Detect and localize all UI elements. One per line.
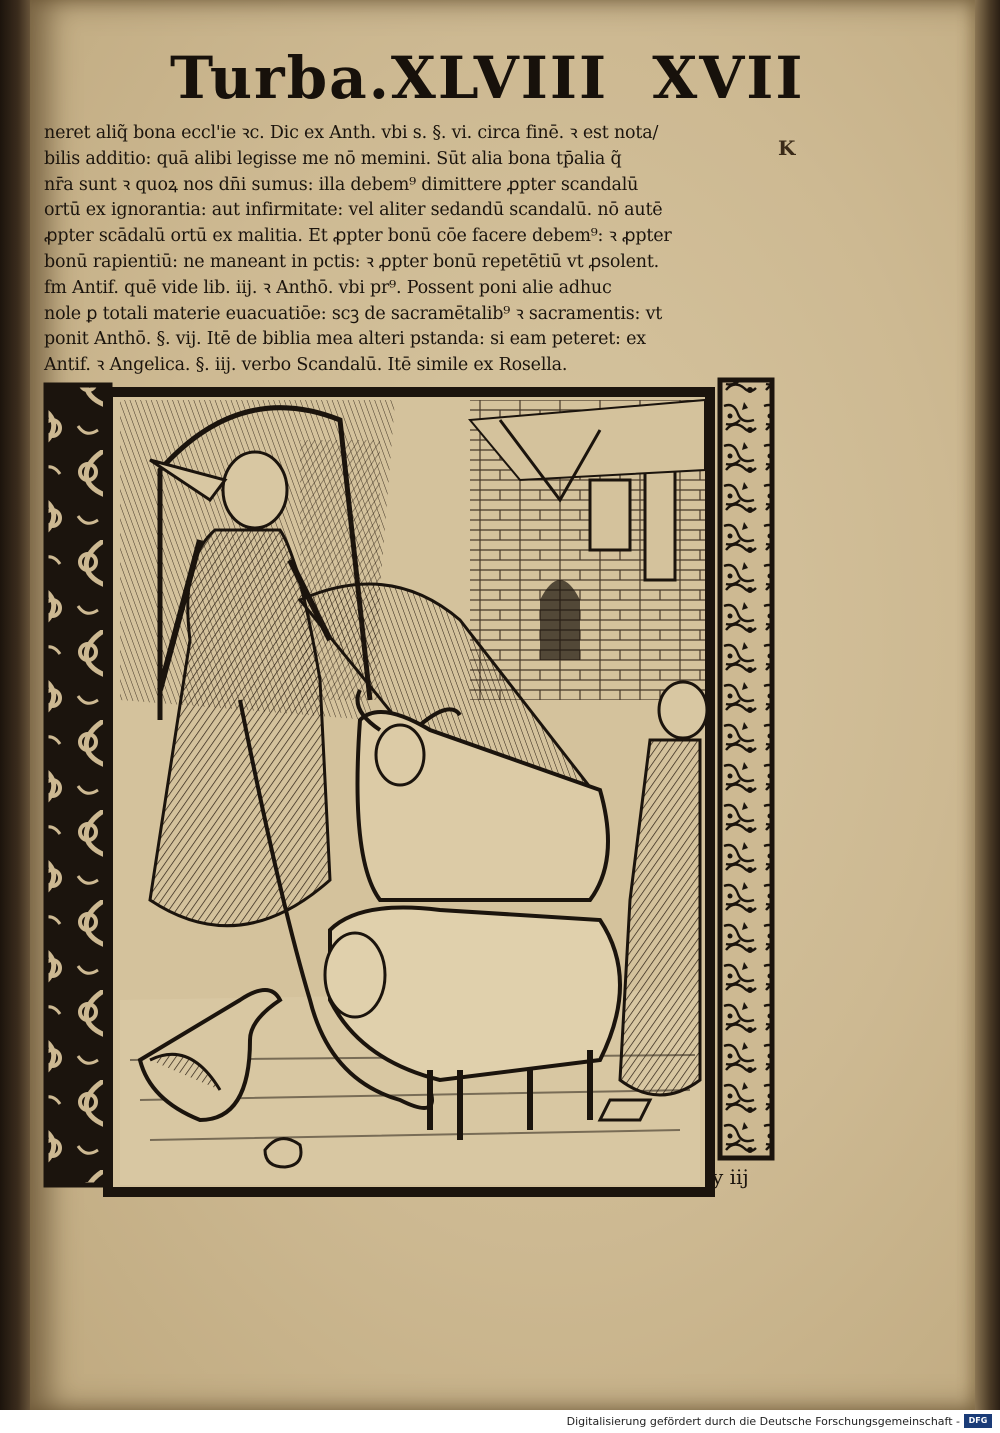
signature-mark: y iij xyxy=(712,1165,749,1189)
text-line: fm Antif. quē vide lib. iij. ꝛ Anthō. vbi pr⁹. Possent poni alie adhuc xyxy=(44,277,612,298)
text-line: ꝓpter scādalū ortū ex malitia. Et ꝓpter bonū cōe facere debem⁹: ꝛ ꝓpter xyxy=(44,226,672,247)
text-line: Antif. ꝛ Angelica. §. iij. verbo Scandalū. Itē simile ex Rosella. xyxy=(44,355,568,376)
funding-credit: Digitalisierung gefördert durch die Deutsche Forschungsgemeinschaft - xyxy=(566,1415,960,1428)
scene-panel xyxy=(108,392,710,1192)
right-foliage-border xyxy=(720,380,772,1158)
text-line: ortū ex ignorantia: aut infirmitate: vel aliter sedandū scandalū. nō autē xyxy=(44,200,663,221)
folio-number: XVII xyxy=(652,44,805,112)
dfg-logo: DFG xyxy=(964,1414,992,1428)
text-line: bonū rapientiū: ne maneant in pctis: ꝛ ꝓpter bonū repetētiū vt ꝓsolent. xyxy=(44,251,660,272)
header-title: Turba.XLVIII xyxy=(170,44,609,112)
text-line: neret aliq̃ bona eccl'ie ꝛc. Dic ex Anth. vbi s. §. vi. circa finē. ꝛ est nota/ xyxy=(44,123,659,143)
marginal-note: K xyxy=(778,136,796,160)
text-line: nr̄a sunt ꝛ quoꝝ nos dn̄i sumus: illa debem⁹ dimittere ꝓpter scandalū xyxy=(44,174,639,195)
text-line: bilis additio: quā alibi legisse me nō memini. Sūt alia bona tp̄alia q̃ xyxy=(44,148,622,169)
text-line: ponit Anthō. §. vij. Itē de biblia mea alteri pstanda: si eam peteret: ex xyxy=(44,329,646,350)
footer-bar xyxy=(0,1410,1000,1433)
text-line: nole ꝑ totali materie euacuatiōe: scꝫ de sacramētalib⁹ ꝛ sacramentis: vt xyxy=(44,303,663,324)
left-ornament-border xyxy=(46,385,110,1185)
